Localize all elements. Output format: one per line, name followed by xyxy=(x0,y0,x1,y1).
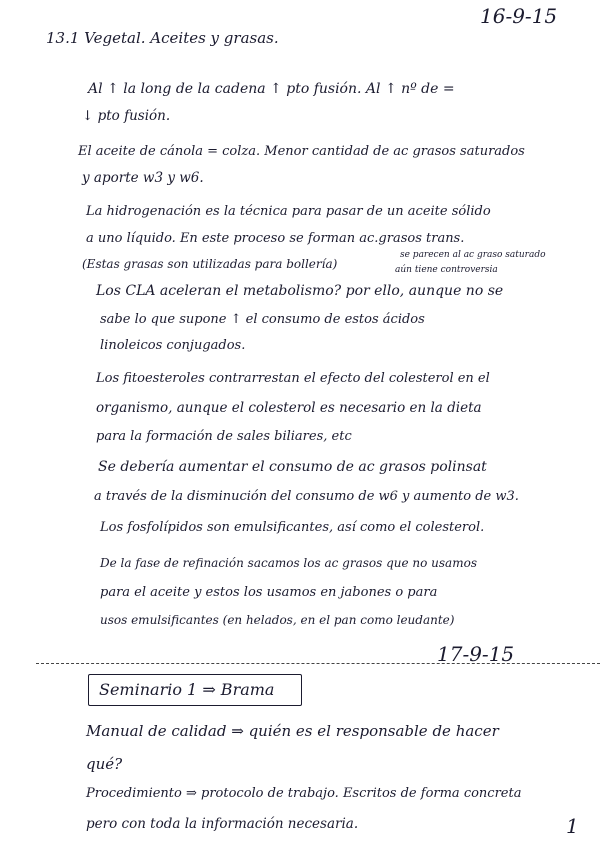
section-title: 13.1 Vegetal. Aceites y grasas. xyxy=(46,29,279,47)
note-line: Los CLA aceleran el metabolismo? por ello, aunque no se xyxy=(96,283,504,299)
note-line: (Estas grasas son utilizadas para bollería) xyxy=(82,257,338,271)
note-line: Manual de calidad ⇒ quién es el responsable de hacer xyxy=(86,722,499,740)
seminar-label: Seminario 1 ⇒ Brama xyxy=(99,680,275,699)
note-line: De la fase de refinación sacamos los ac grasos que no usamos xyxy=(100,556,477,570)
note-line: Al ↑ la long de la cadena ↑ pto fusión. Al ↑ nº de = xyxy=(88,81,455,97)
divider xyxy=(36,663,600,665)
note-line: a través de la disminución del consumo de w6 y aumento de w3. xyxy=(94,489,519,504)
note-line: ↓ pto fusión. xyxy=(82,108,171,124)
note-line: La hidrogenación es la técnica para pasar de un aceite sólido xyxy=(86,204,491,219)
note-line: usos emulsificantes (en helados, en el pan como leudante) xyxy=(100,613,455,627)
note-line: y aporte w3 y w6. xyxy=(82,170,204,186)
footer-date: 17-9-15 xyxy=(437,642,515,666)
note-line: qué? xyxy=(86,755,123,773)
note-line: El aceite de cánola = colza. Menor cantidad de ac grasos saturados xyxy=(78,144,525,159)
page-number: 1 xyxy=(566,814,579,838)
note-line: Se debería aumentar el consumo de ac grasos polinsat xyxy=(98,459,487,475)
date-header: 16-9-15 xyxy=(480,4,558,28)
margin-annotation: se parecen al ac graso saturado xyxy=(400,250,546,260)
note-line: para la formación de sales biliares, etc xyxy=(96,429,352,444)
note-line: Procedimiento ⇒ protocolo de trabajo. Escritos de forma concreta xyxy=(86,786,522,801)
seminar-box xyxy=(88,674,302,706)
note-line: sabe lo que supone ↑ el consumo de estos ácidos xyxy=(100,312,425,327)
note-line: pero con toda la información necesaria. xyxy=(86,816,359,832)
margin-annotation: aún tiene controversia xyxy=(395,265,498,275)
note-line: linoleicos conjugados. xyxy=(100,338,246,353)
note-line: a uno líquido. En este proceso se forman ac.grasos trans. xyxy=(86,231,465,246)
note-line: Los fosfolípidos son emulsificantes, así como el colesterol. xyxy=(100,520,485,535)
note-line: Los fitoesteroles contrarrestan el efecto del colesterol en el xyxy=(96,371,490,386)
note-line: organismo, aunque el colesterol es necesario en la dieta xyxy=(96,400,482,416)
note-line: para el aceite y estos los usamos en jabones o para xyxy=(100,585,438,600)
